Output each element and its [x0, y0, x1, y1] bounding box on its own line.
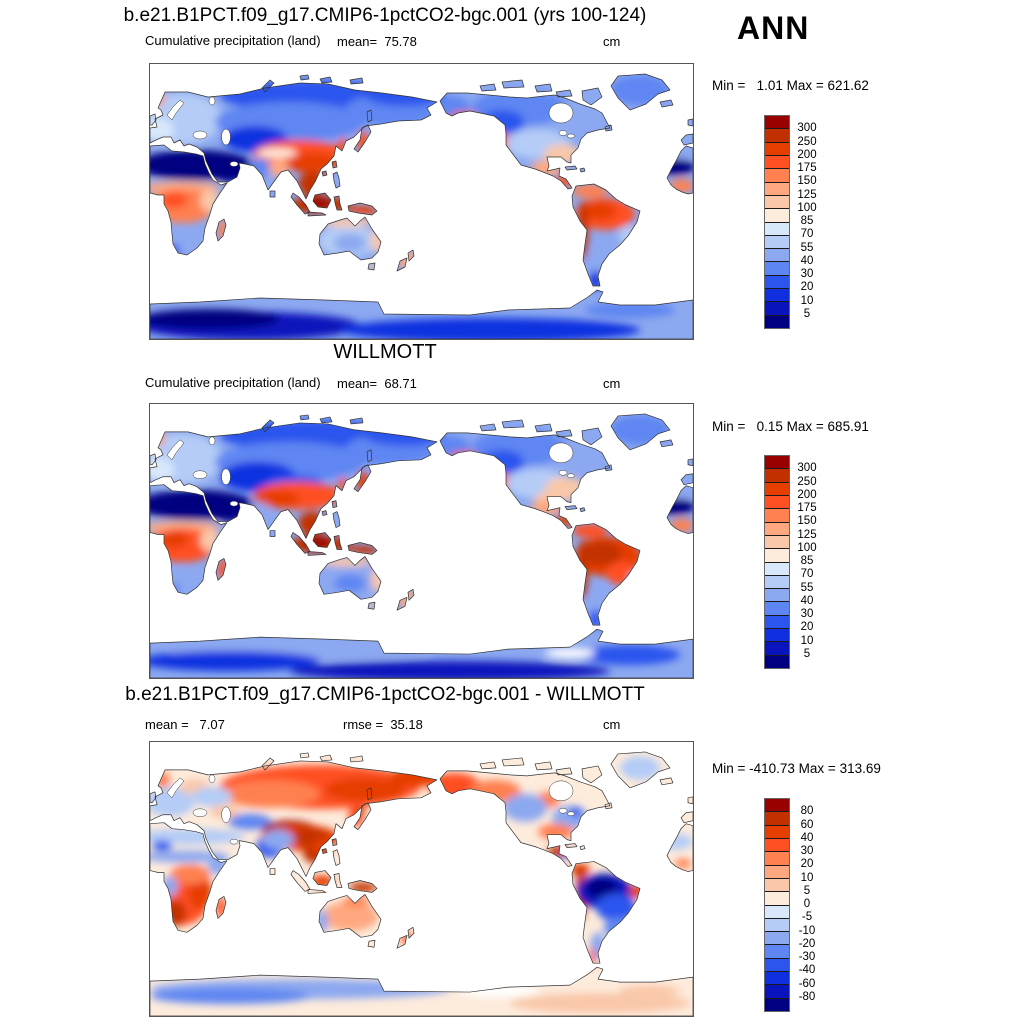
colorbar-cell	[765, 496, 789, 509]
colorbar-tick-label: 40	[800, 594, 814, 607]
colorbar-tick-label: 70	[800, 228, 814, 241]
colorbar-tick-label: 200	[797, 148, 817, 161]
panel2-minmax: Min = 0.15 Max = 685.91	[712, 419, 869, 434]
colorbar-cell	[765, 799, 789, 812]
colorbar-cell	[765, 183, 789, 196]
panel3-mean-value: mean = 7.07	[145, 717, 225, 732]
colorbar-tick-label: 80	[800, 805, 814, 818]
colorbar-cell	[765, 892, 789, 905]
colorbar-cell	[765, 549, 789, 562]
panel3-colorbar-labels	[789, 798, 825, 1010]
colorbar-cell	[765, 523, 789, 536]
colorbar-cell	[765, 129, 789, 142]
colorbar-tick-label: 55	[800, 241, 814, 254]
colorbar-cell	[765, 169, 789, 182]
colorbar-tick-label: 5	[803, 884, 811, 897]
colorbar-tick-label: 10	[800, 294, 814, 307]
colorbar-tick-label: 175	[797, 502, 817, 514]
colorbar-cell	[765, 839, 789, 852]
colorbar-tick-label: -60	[798, 977, 816, 990]
colorbar-cell	[765, 589, 789, 602]
panel1-minmax: Min = 1.01 Max = 621.62	[712, 78, 869, 93]
colorbar-tick-label: 250	[797, 475, 817, 488]
panel1-colorbar-labels	[789, 115, 825, 327]
colorbar-cell	[765, 469, 789, 482]
colorbar-cell	[765, 852, 789, 865]
panel1-mean-value: mean= 75.78	[337, 34, 417, 49]
colorbar-tick-label: 20	[800, 858, 814, 871]
colorbar-cell	[765, 262, 789, 275]
colorbar-cell	[765, 576, 789, 589]
colorbar-cell	[765, 156, 789, 169]
colorbar-cell	[765, 143, 789, 156]
colorbar-cell	[765, 629, 789, 642]
colorbar-tick-label: -20	[798, 937, 816, 950]
colorbar-tick-label: 100	[797, 541, 817, 554]
panel1-variable-label: Cumulative precipitation (land)	[145, 33, 321, 48]
panel3-colorbar	[764, 798, 790, 1012]
colorbar-cell	[765, 642, 789, 655]
colorbar-tick-label: 85	[800, 555, 814, 567]
colorbar-cell	[765, 116, 789, 129]
colorbar-tick-label: 70	[800, 568, 814, 581]
colorbar-tick-label: 55	[800, 581, 814, 594]
colorbar-tick-label: 40	[800, 831, 814, 844]
colorbar-cell	[765, 209, 789, 222]
colorbar-tick-label: 300	[797, 122, 817, 135]
panel3-units-label: cm	[603, 717, 621, 732]
world-map-svg	[150, 64, 693, 339]
colorbar-cell	[765, 932, 789, 945]
colorbar-cell	[765, 223, 789, 236]
colorbar-tick-label: 20	[800, 621, 814, 634]
colorbar-tick-label: -80	[798, 990, 816, 1003]
colorbar-cell	[765, 316, 789, 328]
colorbar-tick-label: 5	[803, 307, 811, 320]
colorbar-tick-label: -10	[798, 924, 816, 937]
main-title: b.e21.B1PCT.f09_g17.CMIP6-1pctCO2-bgc.001 (yrs 100-124)	[123, 5, 647, 26]
colorbar-cell	[765, 289, 789, 302]
colorbar-cell	[765, 196, 789, 209]
panel1-units-label: cm	[603, 34, 621, 49]
colorbar-tick-label: 60	[800, 818, 814, 831]
colorbar-tick-label: 200	[797, 488, 817, 501]
colorbar-cell	[765, 236, 789, 249]
colorbar-cell	[765, 812, 789, 825]
colorbar-cell	[765, 985, 789, 998]
colorbar-tick-label: 125	[797, 528, 817, 541]
panel1-colorbar	[764, 115, 790, 329]
colorbar-tick-label: 20	[800, 281, 814, 294]
colorbar-cell	[765, 276, 789, 289]
colorbar-cell	[765, 249, 789, 262]
panel3-title: b.e21.B1PCT.f09_g17.CMIP6-1pctCO2-bgc.001 - WILLMOTT	[125, 684, 645, 705]
colorbar-tick-label: 30	[800, 845, 814, 857]
colorbar-tick-label: 150	[797, 515, 817, 528]
colorbar-tick-label: 150	[797, 175, 817, 188]
colorbar-tick-label: 300	[797, 462, 817, 475]
colorbar-tick-label: 100	[797, 201, 817, 214]
panel3-minmax: Min = -410.73 Max = 313.69	[712, 761, 881, 776]
colorbar-cell	[765, 945, 789, 958]
colorbar-tick-label: -40	[798, 964, 816, 977]
panel2-title: WILLMOTT	[333, 341, 437, 363]
colorbar-cell	[765, 602, 789, 615]
colorbar-cell	[765, 972, 789, 985]
colorbar-tick-label: 85	[800, 215, 814, 227]
colorbar-cell	[765, 999, 789, 1011]
colorbar-cell	[765, 656, 789, 668]
colorbar-tick-label: 30	[800, 608, 814, 620]
colorbar-cell	[765, 456, 789, 469]
colorbar-cell	[765, 826, 789, 839]
panel3-rmse-value: rmse = 35.18	[343, 717, 423, 732]
colorbar-tick-label: -30	[798, 951, 816, 963]
map-panel-2	[149, 403, 694, 679]
colorbar-cell	[765, 509, 789, 522]
colorbar-tick-label: 10	[800, 634, 814, 647]
world-map-svg	[150, 404, 693, 678]
colorbar-tick-label: 30	[800, 268, 814, 280]
world-map-svg	[150, 742, 693, 1016]
panel2-colorbar-labels	[789, 455, 825, 667]
colorbar-cell	[765, 959, 789, 972]
season-label: ANN	[737, 10, 810, 46]
colorbar-cell	[765, 302, 789, 315]
colorbar-tick-label: 10	[800, 871, 814, 884]
map-panel-3	[149, 741, 694, 1017]
colorbar-cell	[765, 483, 789, 496]
colorbar-cell	[765, 866, 789, 879]
colorbar-tick-label: 5	[803, 647, 811, 660]
colorbar-cell	[765, 906, 789, 919]
map-panel-1	[149, 63, 694, 340]
colorbar-cell	[765, 563, 789, 576]
colorbar-cell	[765, 616, 789, 629]
colorbar-tick-label: 175	[797, 162, 817, 174]
panel2-mean-value: mean= 68.71	[337, 376, 417, 391]
colorbar-tick-label: -5	[801, 911, 813, 924]
colorbar-cell	[765, 879, 789, 892]
colorbar-tick-label: 0	[803, 898, 811, 910]
colorbar-tick-label: 40	[800, 254, 814, 267]
colorbar-cell	[765, 536, 789, 549]
panel2-units-label: cm	[603, 376, 621, 391]
colorbar-tick-label: 250	[797, 135, 817, 148]
colorbar-tick-label: 125	[797, 188, 817, 201]
panel2-variable-label: Cumulative precipitation (land)	[145, 375, 321, 390]
panel2-colorbar	[764, 455, 790, 669]
colorbar-cell	[765, 919, 789, 932]
